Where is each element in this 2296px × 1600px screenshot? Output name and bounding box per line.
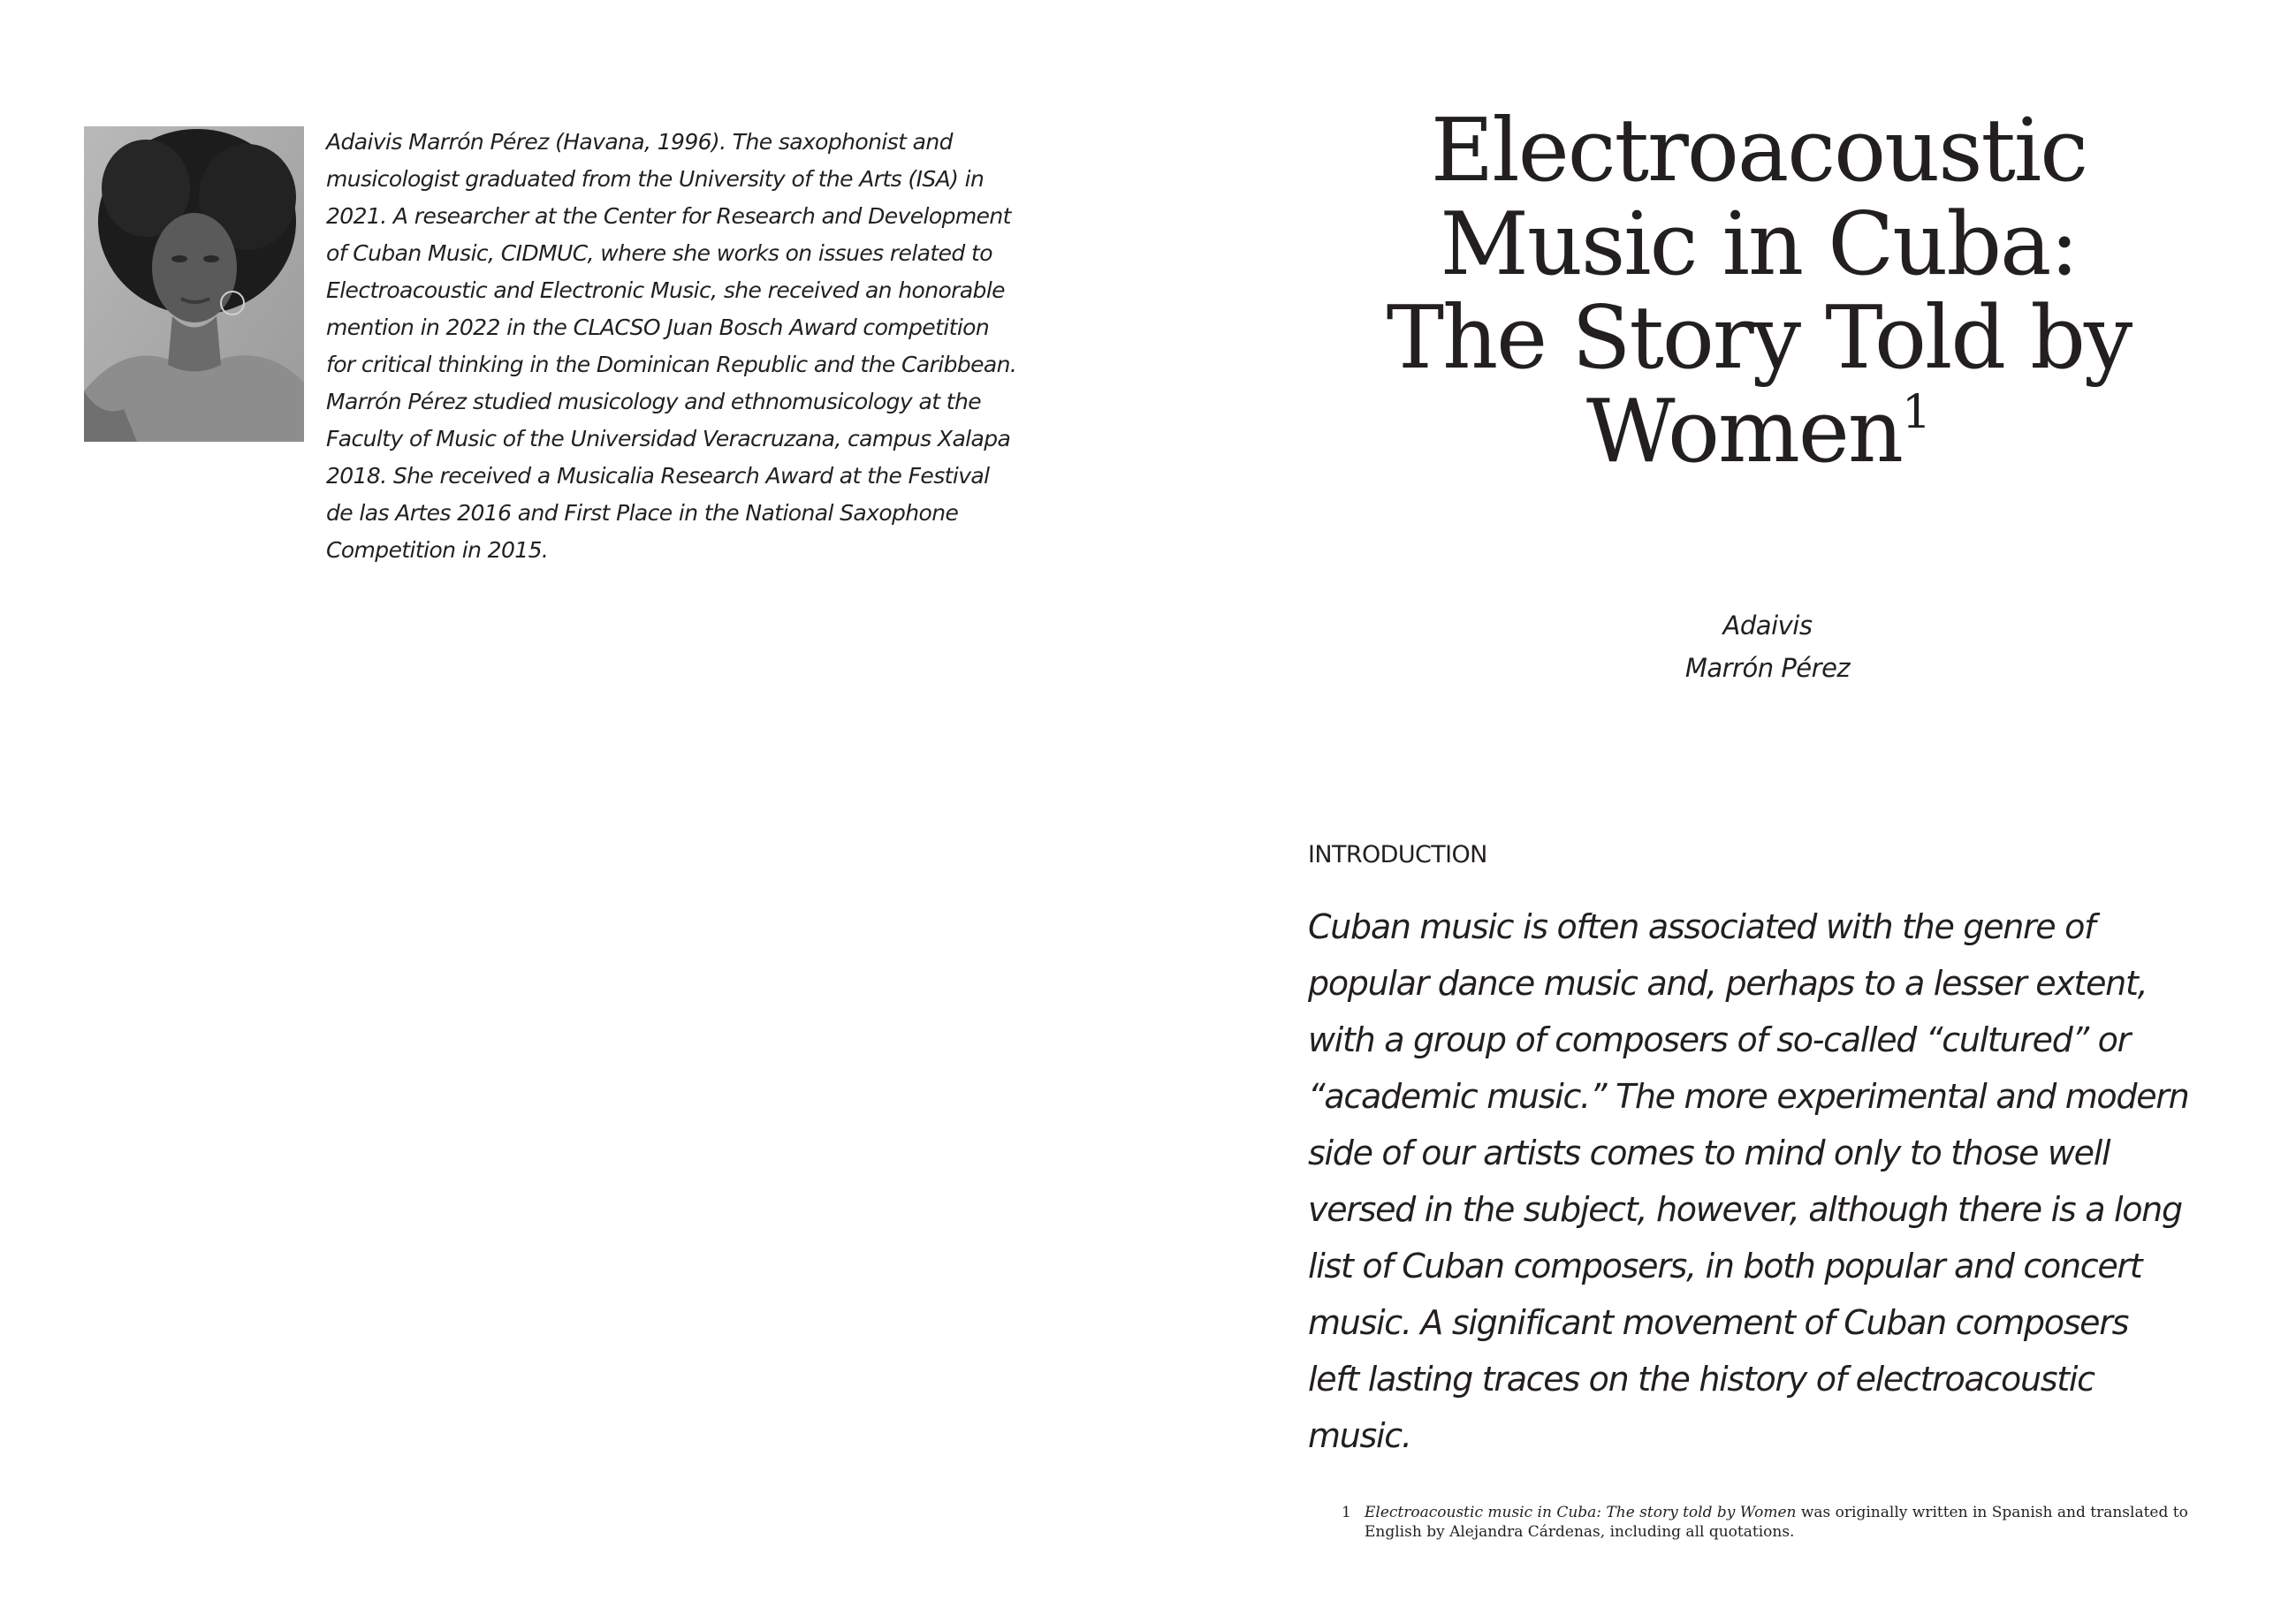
intro-line: music. A significant movement of Cuban composers	[1308, 1303, 2129, 1342]
title-line: The Story Told by	[1386, 288, 2132, 389]
bio-line: Faculty of Music of the Universidad Veracruzana, campus Xalapa	[326, 426, 1011, 451]
portrait-image	[84, 126, 304, 442]
bio-line: 2018. She received a Musicalia Research Award at the Festival	[326, 463, 990, 489]
bio-line: for critical thinking in the Dominican Republic and the Caribbean.	[326, 352, 1017, 377]
title-line-last	[1326, 382, 2192, 482]
section-heading: INTRODUCTION	[1308, 841, 1487, 868]
bio-line: 2021. A researcher at the Center for Research and Development	[326, 203, 1011, 229]
chapter-title	[1326, 101, 2192, 482]
intro-line: with a group of composers of so-called “cultured” or	[1308, 1020, 2130, 1059]
intro-line: popular dance music and, perhaps to a lesser extent,	[1308, 964, 2148, 1003]
bio-line: Competition in 2015.	[326, 537, 549, 563]
intro-line: versed in the subject, however, although there is a long	[1308, 1190, 2182, 1229]
bio-line: mention in 2022 in the CLACSO Juan Bosch Award competition	[326, 315, 990, 340]
footnote-line	[1365, 1503, 2257, 1522]
title-line: Music in Cuba:	[1440, 194, 2078, 295]
bio-line: Adaivis Marrón Pérez (Havana, 1996). The saxophonist and	[326, 129, 953, 155]
author-last-name: Marrón Pérez	[1684, 653, 1851, 683]
author-portrait-photo	[84, 126, 304, 442]
bio-line: de las Artes 2016 and First Place in the National Saxophone	[326, 500, 959, 526]
footnote-text	[1365, 1503, 2257, 1542]
bio-line: of Cuban Music, CIDMUC, where she works on issues related to	[326, 240, 992, 266]
bio-line: Marrón Pérez studied musicology and ethnomusicology at the	[326, 389, 981, 414]
intro-line: music.	[1308, 1416, 1411, 1455]
footnote-number: 1	[1342, 1504, 1351, 1521]
intro-line: Cuban music is often associated with the genre of	[1308, 907, 2095, 946]
intro-paragraph	[1308, 899, 2245, 1464]
title-line: Women	[1585, 382, 1903, 482]
intro-line: side of our artists comes to mind only to those well	[1308, 1134, 2110, 1172]
author-byline	[1502, 604, 2033, 689]
bio-line: Electroacoustic and Electronic Music, she received an honorable	[326, 277, 1005, 303]
author-biography	[326, 124, 1015, 569]
footnote-italic-title: Electroacoustic music in Cuba: The story told by Women	[1365, 1504, 1797, 1521]
author-first-name: Adaivis	[1722, 610, 1813, 641]
intro-line: list of Cuban composers, in both popular and concert	[1308, 1247, 2142, 1285]
bio-line: musicologist graduated from the University of the Arts (ISA) in	[326, 166, 985, 192]
footnote-line: English by Alejandra Cárdenas, including all quotations.	[1365, 1523, 1795, 1541]
footnote-line1-rest: was originally written in Spanish and translated to	[1796, 1504, 2188, 1521]
intro-line: left lasting traces on the history of electroacoustic	[1308, 1360, 2095, 1399]
intro-line: “academic music.” The more experimental and modern	[1308, 1077, 2189, 1116]
title-line: Electroacoustic	[1430, 101, 2087, 201]
title-footnote-marker[interactable]: 1	[1902, 386, 1932, 439]
